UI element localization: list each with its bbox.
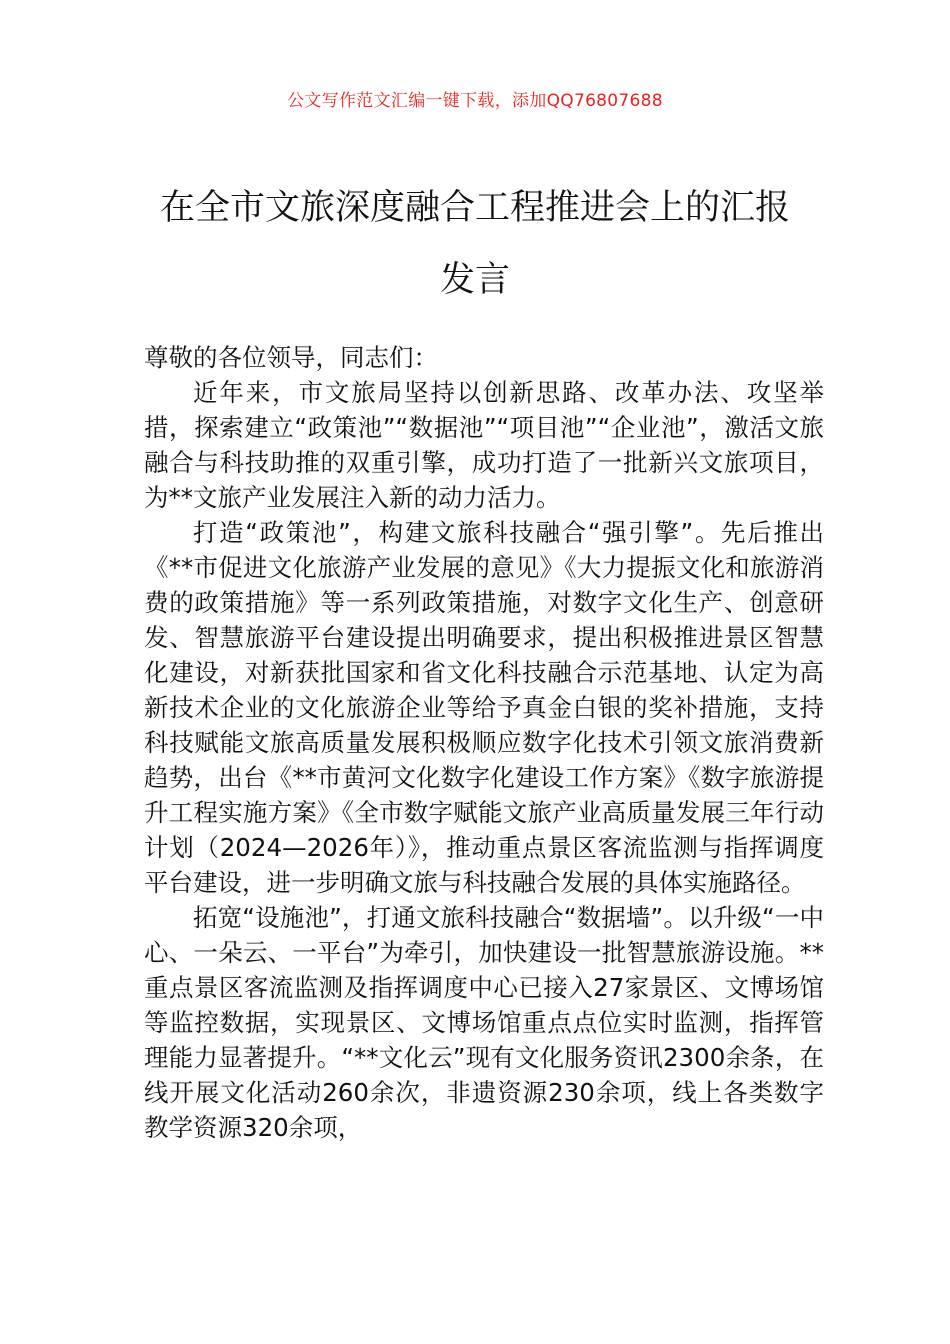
paragraph-intro: 近年来，市文旅局坚持以创新思路、改革办法、攻坚举措，探索建立“政策池”“数据池”“项目池”“企业池”，激活文旅融合与科技助推的双重引擎，成功打造了一批新兴文旅项目，为**文旅产业发展注入新的动力活力。 — [144, 378, 824, 512]
document-body — [144, 340, 824, 1145]
paragraph-facility-pool: 拓宽“设施池”，打通文旅科技融合“数据墙”。以升级“一中心、一朵云、一平台”为牵引，加快建设一批智慧旅游设施。**重点景区客流监测及指挥调度中心已接入27家景区、文博场馆等监控数据，实现景区、文博场馆重点点位实时监测，指挥管理能力显著提升。“**文化云”现有文化服务资讯2300余条，在线开展文化活动260余次，非遗资源230余项，线上各类数字教学资源320余项， — [144, 903, 824, 1142]
paragraph-policy-pool: 打造“政策池”，构建文旅科技融合“强引擎”。先后推出《**市促进文化旅游产业发展的意见》《大力提振文化和旅游消费的政策措施》等一系列政策措施，对数字文化生产、创意研发、智慧旅游平台建设提出明确要求，提出积极推进景区智慧化建设，对新获批国家和省文化科技融合示范基地、认定为高新技术企业的文化旅游企业等给予真金白银的奖补措施，支持科技赋能文旅高质量发展积极顺应数字化技术引领文旅消费新趋势，出台《**市黄河文化数字化建设工作方案》《数字旅游提升工程实施方案》《全市数字赋能文旅产业高质量发展三年行动计划（2024—2026年）》，推动重点景区客流监测与指挥调度平台建设，进一步明确文旅与科技融合发展的具体实施路径。 — [144, 518, 824, 897]
document-title — [130, 172, 820, 316]
title-line-2: 发言 — [439, 260, 510, 300]
title-line-1: 在全市文旅深度融合工程推进会上的汇报 — [159, 188, 790, 228]
download-notice-header: 公文写作范文汇编一键下载，添加QQ76807688 — [287, 91, 663, 111]
salutation: 尊敬的各位领导，同志们： — [144, 343, 438, 372]
